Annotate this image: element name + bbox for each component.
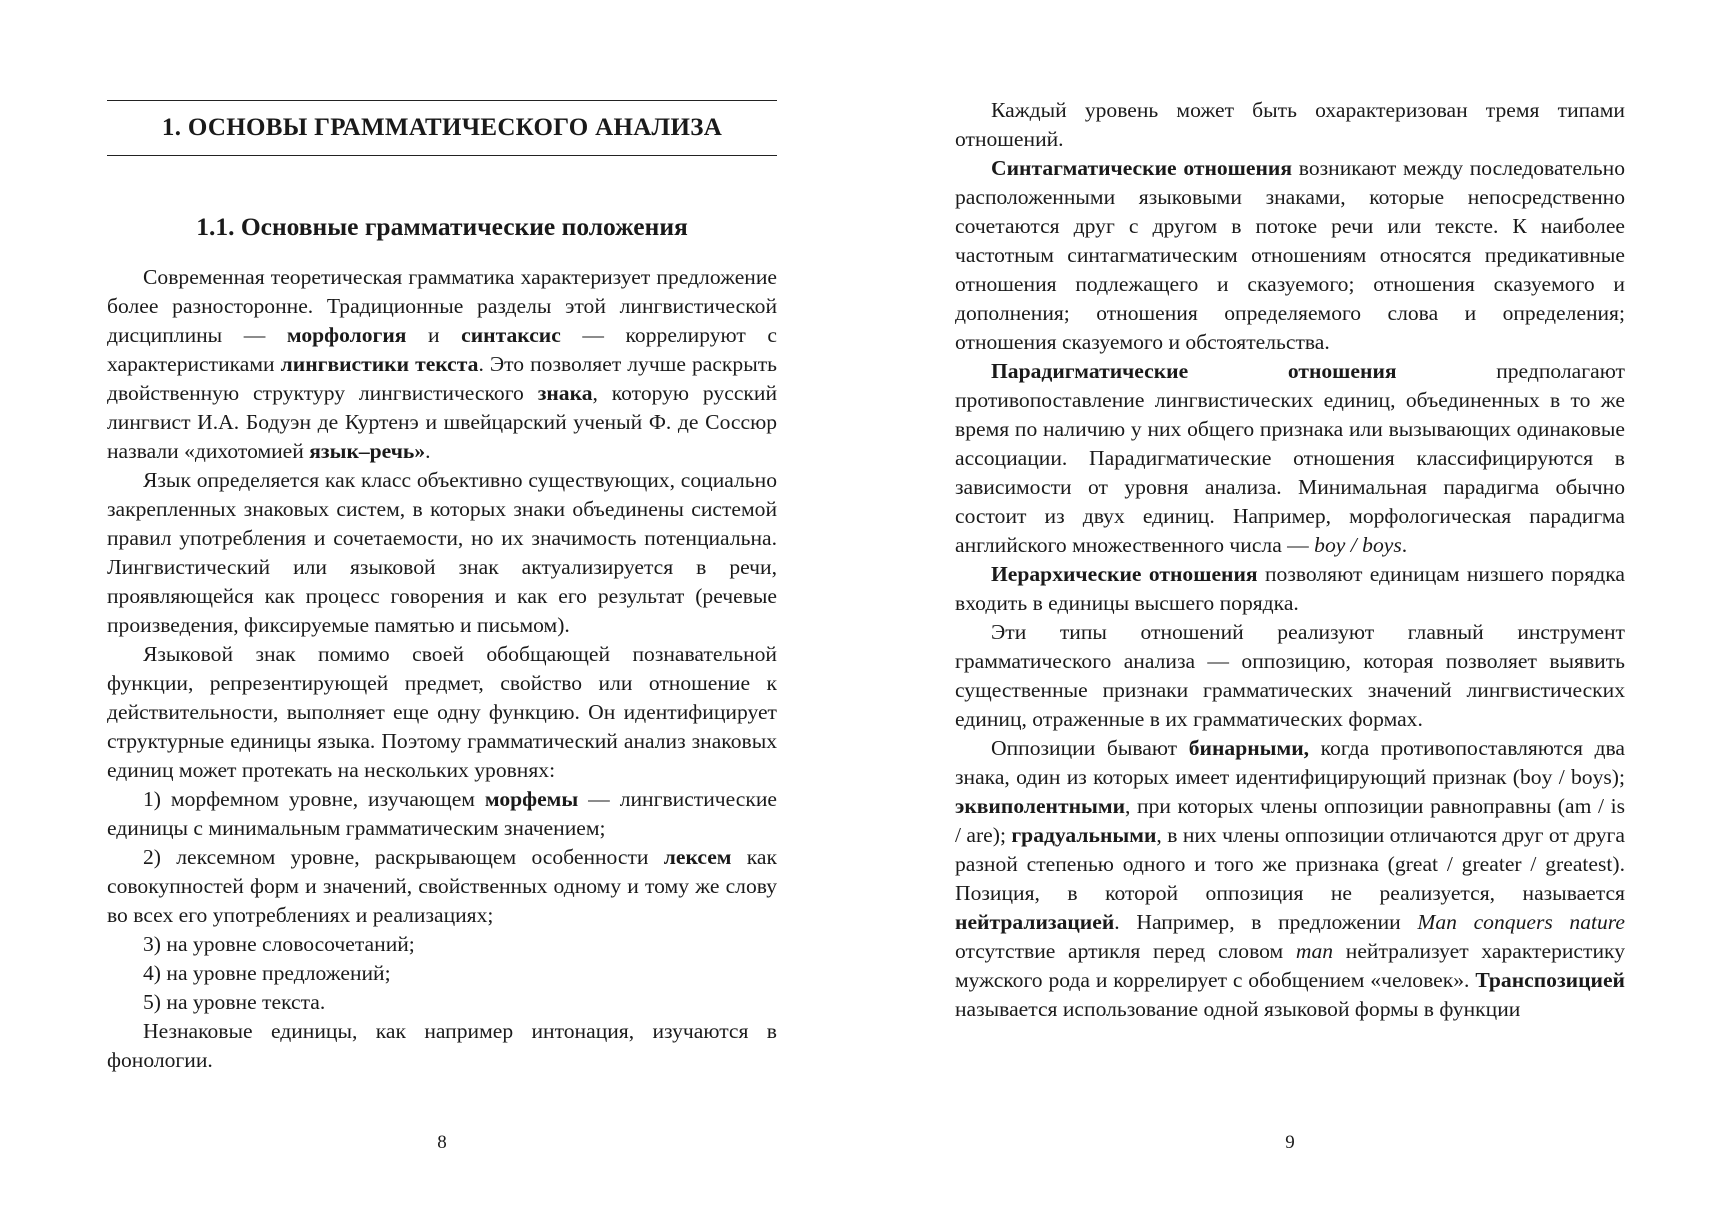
bold-term: эквиполентными bbox=[955, 794, 1126, 818]
bold-term: Транспозицией bbox=[1475, 968, 1625, 992]
bold-term: бинарными, bbox=[1188, 736, 1310, 760]
paragraph bbox=[107, 263, 777, 466]
text-run: Каждый уровень может быть охарактеризован тремя типами отношений. bbox=[955, 98, 1625, 151]
left-page bbox=[107, 0, 777, 1211]
bold-term: лингвистики текста bbox=[280, 352, 479, 376]
text-run: . Например, в предложении bbox=[1114, 910, 1418, 934]
text-run: , которую русский лингвист И.А. Бодуэн де Куртенэ и швейцарский ученый Ф. де Соссюр назвали «дихотомией bbox=[107, 381, 778, 463]
bold-term: Иерархические отношения bbox=[991, 562, 1258, 586]
paragraph bbox=[107, 988, 777, 1017]
paragraph bbox=[955, 618, 1625, 734]
chapter-rule-bottom bbox=[107, 155, 777, 156]
paragraph bbox=[107, 843, 777, 930]
paragraph bbox=[107, 930, 777, 959]
text-run: возникают между последовательно расположенными языковыми знаками, которые непосредственно сочетаются друг с другом в потоке речи или тексте. К наиболее частотным синтагматическим отношениям относятся предикативные отношения подлежащего и сказуемого; отношения сказуемого и дополнения; отношения определяемого слова и определения; отношения сказуемого и обстоятельства. bbox=[955, 156, 1625, 354]
text-run: — коррелируют с характеристиками bbox=[107, 323, 777, 376]
bold-term: язык–речь» bbox=[309, 439, 426, 463]
text-run: как совокупностей форм и значений, свойственных одному и тому же слову во всех его употреблениях и реализациях; bbox=[107, 845, 778, 927]
bold-term: синтаксис bbox=[461, 323, 561, 347]
right-page-body bbox=[955, 96, 1625, 1024]
text-run: , в них члены оппозиции отличаются друг от друга разной степенью одного и того же признака (great / greater / greatest). Позиция, в которой оппозиция не реализуется, называется bbox=[955, 823, 1625, 905]
paragraph bbox=[955, 154, 1625, 357]
bold-term: градуальными bbox=[1011, 823, 1157, 847]
text-run: 4) на уровне предложений; bbox=[143, 961, 391, 985]
text-run: 5) на уровне текста. bbox=[143, 990, 326, 1014]
bold-term: Парадигматические отношения bbox=[991, 359, 1397, 383]
text-run: и bbox=[406, 323, 462, 347]
bold-term: нейтрализацией bbox=[955, 910, 1115, 934]
text-run: — лингвистические единицы с минимальным грамматическим значением; bbox=[107, 787, 777, 840]
text-run: Незнаковые единицы, как например интонация, изучаются в фонологии. bbox=[107, 1019, 777, 1072]
page-number-left: 8 bbox=[437, 1132, 447, 1153]
section-title: 1.1. Основные грамматические положения bbox=[196, 212, 688, 241]
left-page-body bbox=[107, 263, 777, 1075]
paragraph bbox=[107, 785, 777, 843]
chapter-title: 1. ОСНОВЫ ГРАММАТИЧЕСКОГО АНАЛИЗА bbox=[161, 114, 723, 141]
text-run: позволяют единицам низшего порядка входить в единицы высшего порядка. bbox=[955, 562, 1625, 615]
italic-example: Man conquers nature bbox=[1417, 910, 1625, 934]
paragraph bbox=[955, 734, 1625, 1024]
paragraph bbox=[107, 959, 777, 988]
bold-term: морфемы bbox=[484, 787, 579, 811]
text-run: нейтрализует характеристику мужского рода и коррелирует с обобщением «человек». bbox=[955, 939, 1625, 992]
text-run: 1) морфемном уровне, изучающем bbox=[143, 787, 485, 811]
text-run: Эти типы отношений реализуют главный инструмент грамматического анализа — оппозицию, которая позволяет выявить существенные признаки грамматических значений лингвистических единиц, отраженные в их грамматических формах. bbox=[955, 620, 1625, 731]
paragraph bbox=[107, 466, 777, 640]
paragraph bbox=[107, 640, 777, 785]
text-run: . bbox=[425, 439, 431, 463]
paragraph bbox=[955, 357, 1625, 560]
text-run: Оппозиции бывают bbox=[991, 736, 1189, 760]
chapter-rule-top bbox=[107, 100, 777, 101]
bold-term: знака bbox=[537, 381, 593, 405]
text-run: , при которых члены оппозиции равноправны (am / is / are); bbox=[955, 794, 1625, 847]
text-run: 2) лексемном уровне, раскрывающем особенности bbox=[143, 845, 664, 869]
bold-term: Синтагматические отношения bbox=[991, 156, 1293, 180]
text-run: отсутствие артикля перед словом bbox=[955, 939, 1296, 963]
paragraph bbox=[955, 560, 1625, 618]
italic-example: man bbox=[1295, 939, 1334, 963]
text-run: . Это позволяет лучше раскрыть двойственную структуру лингвистического bbox=[107, 352, 777, 405]
paragraph bbox=[107, 1017, 777, 1075]
bold-term: морфология bbox=[286, 323, 407, 347]
text-run: Языковой знак помимо своей обобщающей познавательной функции, репрезентирующей предмет, свойство или отношение к действительности, выполняет еще одну функцию. Он идентифицирует структурные единицы языка. Поэтому грамматический анализ знаковых единиц может протекать на нескольких уровнях: bbox=[107, 642, 777, 782]
text-run: Язык определяется как класс объективно существующих, социально закрепленных знаковых систем, в которых знаки объединены системой правил употребления и сочетаемости, но их значимость потенциальна. Лингвистический или языковой знак актуализируется в речи, проявляющейся как процесс говорения и как его результат (речевые произведения, фиксируемые памятью и письмом). bbox=[107, 468, 777, 637]
page-number-right: 9 bbox=[1285, 1132, 1295, 1153]
bold-term: лексем bbox=[663, 845, 732, 869]
text-run: когда противопоставляются два знака, один из которых имеет идентифицирующий признак (boy / boys); bbox=[955, 736, 1625, 789]
text-run: 3) на уровне словосочетаний; bbox=[143, 932, 415, 956]
paragraph bbox=[955, 96, 1625, 154]
text-run: Современная теоретическая грамматика характеризует предложение более разносторонне. Традиционные разделы этой лингвистической дисциплины — bbox=[107, 265, 777, 347]
right-page bbox=[955, 0, 1625, 1211]
text-run: предполагают противопоставление лингвистических единиц, объединенных в то же время по наличию у них общего признака или вызывающих одинаковые ассоциации. Парадигматические отношения классифицируются в зависимости от уровня анализа. Минимальная парадигма обычно состоит из двух единиц. Например, морфологическая парадигма английского множественного числа — bbox=[955, 359, 1625, 557]
text-run: . bbox=[1401, 533, 1408, 557]
italic-example: boy / boys bbox=[1314, 533, 1402, 557]
text-run: называется использование одной языковой формы в функции bbox=[955, 997, 1521, 1021]
